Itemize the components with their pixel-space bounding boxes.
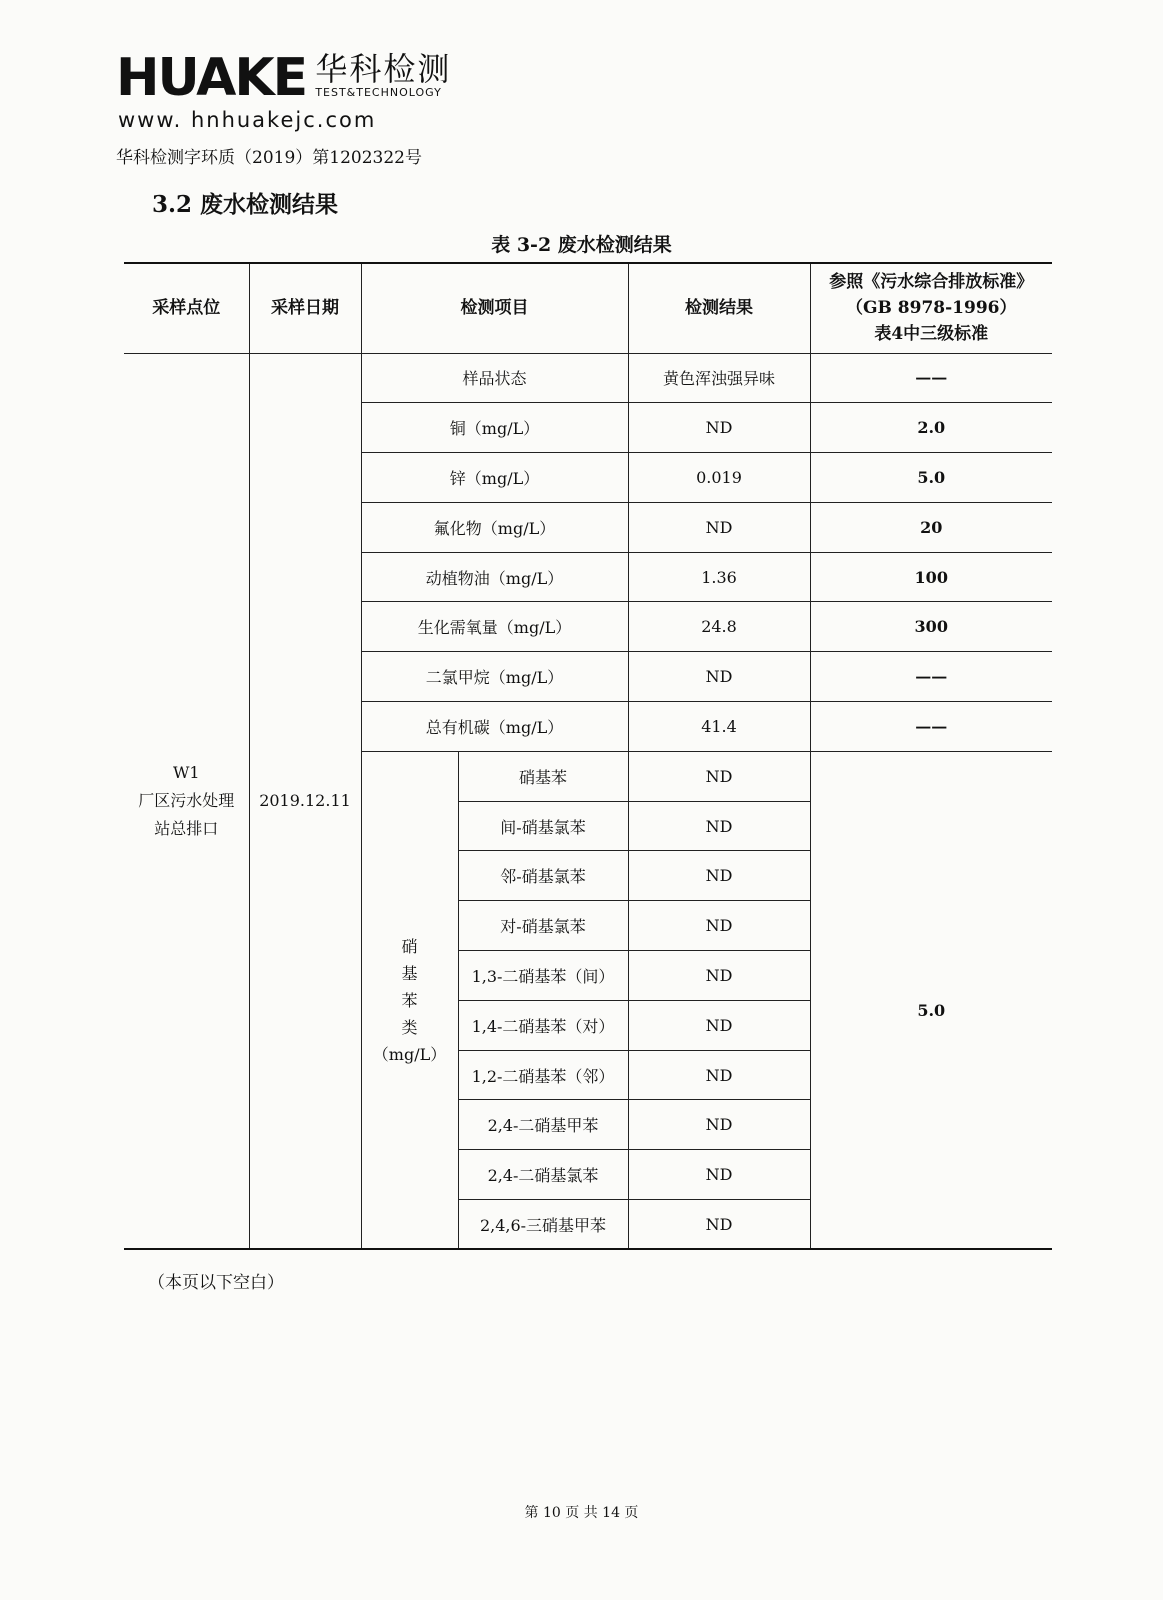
result-cell: 0.019 bbox=[628, 453, 810, 503]
item-cell: 动植物油（mg/L） bbox=[361, 552, 628, 602]
company-website: www. hnhuakejc.com bbox=[118, 108, 377, 132]
sampling-site-cell bbox=[124, 353, 249, 1249]
logo-english-tagline: TEST&TECHNOLOGY bbox=[315, 86, 442, 99]
site-code: W1 bbox=[172, 762, 200, 782]
table-header-row bbox=[124, 263, 1052, 353]
sub-item-cell: 间-硝基氯苯 bbox=[458, 801, 628, 851]
result-cell: ND bbox=[628, 652, 810, 702]
result-cell: ND bbox=[628, 801, 810, 851]
result-cell: 41.4 bbox=[628, 702, 810, 752]
result-cell: ND bbox=[628, 1000, 810, 1050]
group-label-line: 苯 bbox=[401, 990, 418, 1010]
header-result: 检测结果 bbox=[628, 263, 810, 353]
group-label-line: 基 bbox=[401, 963, 418, 983]
company-logo bbox=[116, 48, 452, 108]
result-cell: ND bbox=[628, 1050, 810, 1100]
report-number: 华科检测字环质（2019）第1202322号 bbox=[116, 148, 422, 168]
standard-cell: 2.0 bbox=[810, 403, 1052, 453]
site-name: 厂区污水处理站总排口 bbox=[138, 790, 235, 838]
item-cell: 锌（mg/L） bbox=[361, 453, 628, 503]
group-label-line: 类 bbox=[401, 1017, 418, 1037]
header-item: 检测项目 bbox=[361, 263, 628, 353]
result-cell: 1.36 bbox=[628, 552, 810, 602]
result-cell: 24.8 bbox=[628, 602, 810, 652]
item-cell: 生化需氧量（mg/L） bbox=[361, 602, 628, 652]
result-cell: 黄色浑浊强异味 bbox=[628, 353, 810, 403]
sub-item-cell: 1,4-二硝基苯（对） bbox=[458, 1000, 628, 1050]
table-title: 表 3-2 废水检测结果 bbox=[491, 234, 672, 256]
sub-item-cell: 2,4-二硝基甲苯 bbox=[458, 1100, 628, 1150]
sub-item-cell: 邻-硝基氯苯 bbox=[458, 851, 628, 901]
group-label-line: 硝 bbox=[401, 936, 418, 956]
sampling-date-cell: 2019.12.11 bbox=[249, 353, 361, 1249]
header-standard-line2: 表4中三级标准 bbox=[874, 324, 989, 345]
blank-below-note: （本页以下空白） bbox=[148, 1273, 284, 1293]
sub-item-cell: 硝基苯 bbox=[458, 751, 628, 801]
section-title: 3.2 废水检测结果 bbox=[152, 191, 339, 218]
result-cell: ND bbox=[628, 1200, 810, 1250]
wastewater-results-table bbox=[124, 262, 1052, 1250]
result-cell: ND bbox=[628, 1150, 810, 1200]
group-standard-cell: 5.0 bbox=[810, 751, 1052, 1249]
standard-cell: 5.0 bbox=[810, 453, 1052, 503]
standard-cell: 100 bbox=[810, 552, 1052, 602]
standard-cell: 300 bbox=[810, 602, 1052, 652]
item-cell: 总有机碳（mg/L） bbox=[361, 702, 628, 752]
sub-item-cell: 2,4,6-三硝基甲苯 bbox=[458, 1200, 628, 1250]
nitrobenzene-group-label bbox=[361, 751, 458, 1249]
header-site: 采样点位 bbox=[124, 263, 249, 353]
item-cell: 铜（mg/L） bbox=[361, 403, 628, 453]
header-date: 采样日期 bbox=[249, 263, 361, 353]
header-standard bbox=[810, 263, 1052, 353]
header-standard-line1: 参照《污水综合排放标准》（GB 8978-1996） bbox=[829, 272, 1034, 319]
result-cell: ND bbox=[628, 751, 810, 801]
result-cell: ND bbox=[628, 951, 810, 1001]
item-cell: 二氯甲烷（mg/L） bbox=[361, 652, 628, 702]
table-row bbox=[124, 353, 1052, 403]
item-cell: 样品状态 bbox=[361, 353, 628, 403]
sub-item-cell: 1,2-二硝基苯（邻） bbox=[458, 1050, 628, 1100]
item-cell: 氟化物（mg/L） bbox=[361, 502, 628, 552]
standard-cell: —— bbox=[810, 353, 1052, 403]
sub-item-cell: 1,3-二硝基苯（间） bbox=[458, 951, 628, 1001]
page-number: 第 10 页 共 14 页 bbox=[524, 1505, 639, 1521]
result-cell: ND bbox=[628, 502, 810, 552]
standard-cell: —— bbox=[810, 702, 1052, 752]
sub-item-cell: 2,4-二硝基氯苯 bbox=[458, 1150, 628, 1200]
result-cell: ND bbox=[628, 851, 810, 901]
group-label-line: （mg/L） bbox=[372, 1044, 447, 1064]
result-cell: ND bbox=[628, 901, 810, 951]
logo-wordmark: HUAKE bbox=[116, 48, 307, 108]
result-cell: ND bbox=[628, 403, 810, 453]
result-cell: ND bbox=[628, 1100, 810, 1150]
standard-cell: 20 bbox=[810, 502, 1052, 552]
standard-cell: —— bbox=[810, 652, 1052, 702]
sub-item-cell: 对-硝基氯苯 bbox=[458, 901, 628, 951]
logo-chinese-name: 华科检测 bbox=[315, 50, 452, 88]
